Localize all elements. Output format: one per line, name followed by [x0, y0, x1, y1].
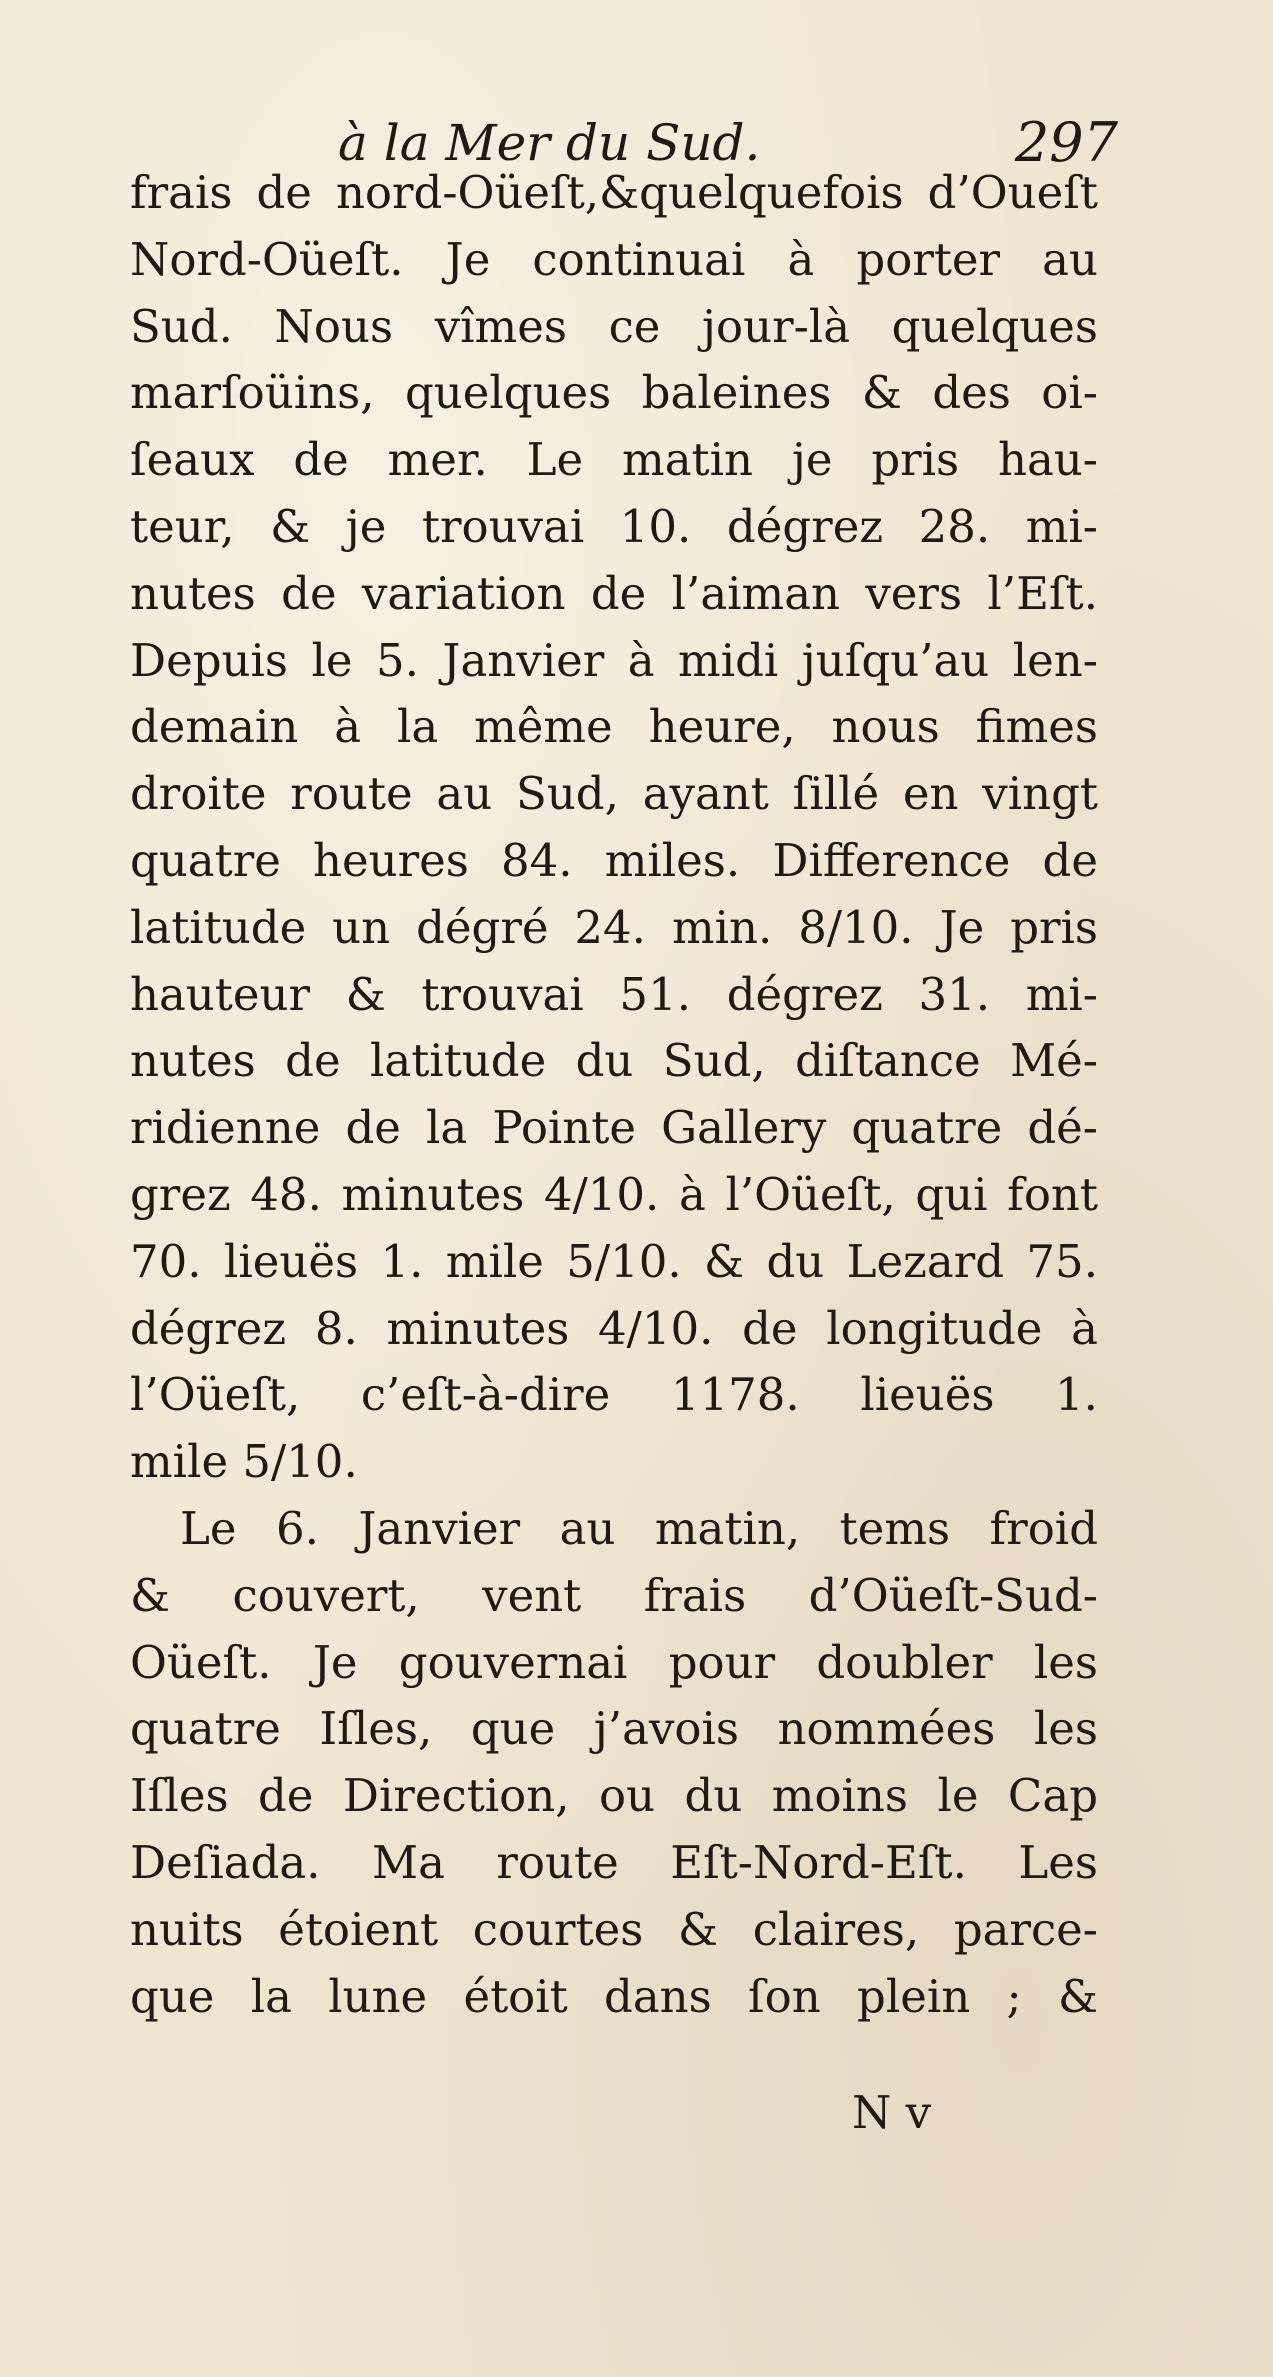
- text-line: Oüeſt. Je gouvernai pour doubler les: [130, 1635, 1098, 1689]
- text-line: ſeaux de mer. Le matin je pris hau-: [130, 433, 1098, 487]
- text-line: grez 48. minutes 4/10. à l’Oüeſt, qui font: [130, 1167, 1098, 1221]
- text-line: hauteur & trouvai 51. dégrez 31. mi-: [130, 967, 1098, 1021]
- text-line: nutes de variation de l’aiman vers l’Eſt.: [130, 566, 1098, 620]
- text-line: Depuis le 5. Janvier à midi juſqu’au len-: [130, 633, 1098, 687]
- page-number: 297: [1014, 111, 1118, 174]
- running-head-title: à la Mer du Sud.: [338, 114, 761, 172]
- text-line: demain à la même heure, nous fimes: [130, 700, 1098, 754]
- text-line: l’Oüeſt, c’eſt-à-dire 1178. lieuës 1.: [130, 1368, 1098, 1422]
- signature-mark: N v: [852, 2086, 932, 2139]
- text-line: Sud. Nous vîmes ce jour-là quelques: [130, 299, 1098, 353]
- text-line: Iſles de Direction, ou du moins le Cap: [130, 1769, 1098, 1823]
- body-text: [130, 160, 1098, 2030]
- text-line: frais de nord-Oüeſt,&quelquefois d’Oueſt: [130, 166, 1098, 219]
- text-line: teur, & je trouvai 10. dégrez 28. mi-: [130, 499, 1098, 553]
- text-line: nutes de latitude du Sud, diſtance Mé-: [130, 1034, 1098, 1088]
- text-line: Deſiada. Ma route Eſt-Nord-Eſt. Les: [130, 1835, 1098, 1889]
- text-line: nuits étoient courtes & claires, parce-: [130, 1902, 1098, 1956]
- text-line: dégrez 8. minutes 4/10. de longitude à: [130, 1301, 1098, 1355]
- text-line: 70. lieuës 1. mile 5/10. & du Lezard 75.: [130, 1234, 1098, 1288]
- text-line: Le 6. Janvier au matin, tems froid: [180, 1501, 1098, 1555]
- text-line: droite route au Sud, ayant ſillé en vingt: [130, 767, 1098, 821]
- text-line: ridienne de la Pointe Gallery quatre dé-: [130, 1101, 1098, 1155]
- text-line: quatre heures 84. miles. Difference de: [130, 833, 1098, 887]
- text-line: latitude un dégré 24. min. 8/10. Je pris: [130, 900, 1098, 954]
- text-line: Nord-Oüeſt. Je continuai à porter au: [130, 232, 1098, 286]
- text-line: & couvert, vent frais d’Oüeſt-Sud-: [130, 1568, 1098, 1622]
- text-line: que la lune étoit dans ſon plein ; &: [130, 1969, 1098, 2023]
- text-line: quatre Iſles, que j’avois nommées les: [130, 1702, 1098, 1756]
- text-line: mile 5/10.: [130, 1435, 358, 1489]
- text-line: marſoüins, quelques baleines & des oi-: [130, 366, 1098, 420]
